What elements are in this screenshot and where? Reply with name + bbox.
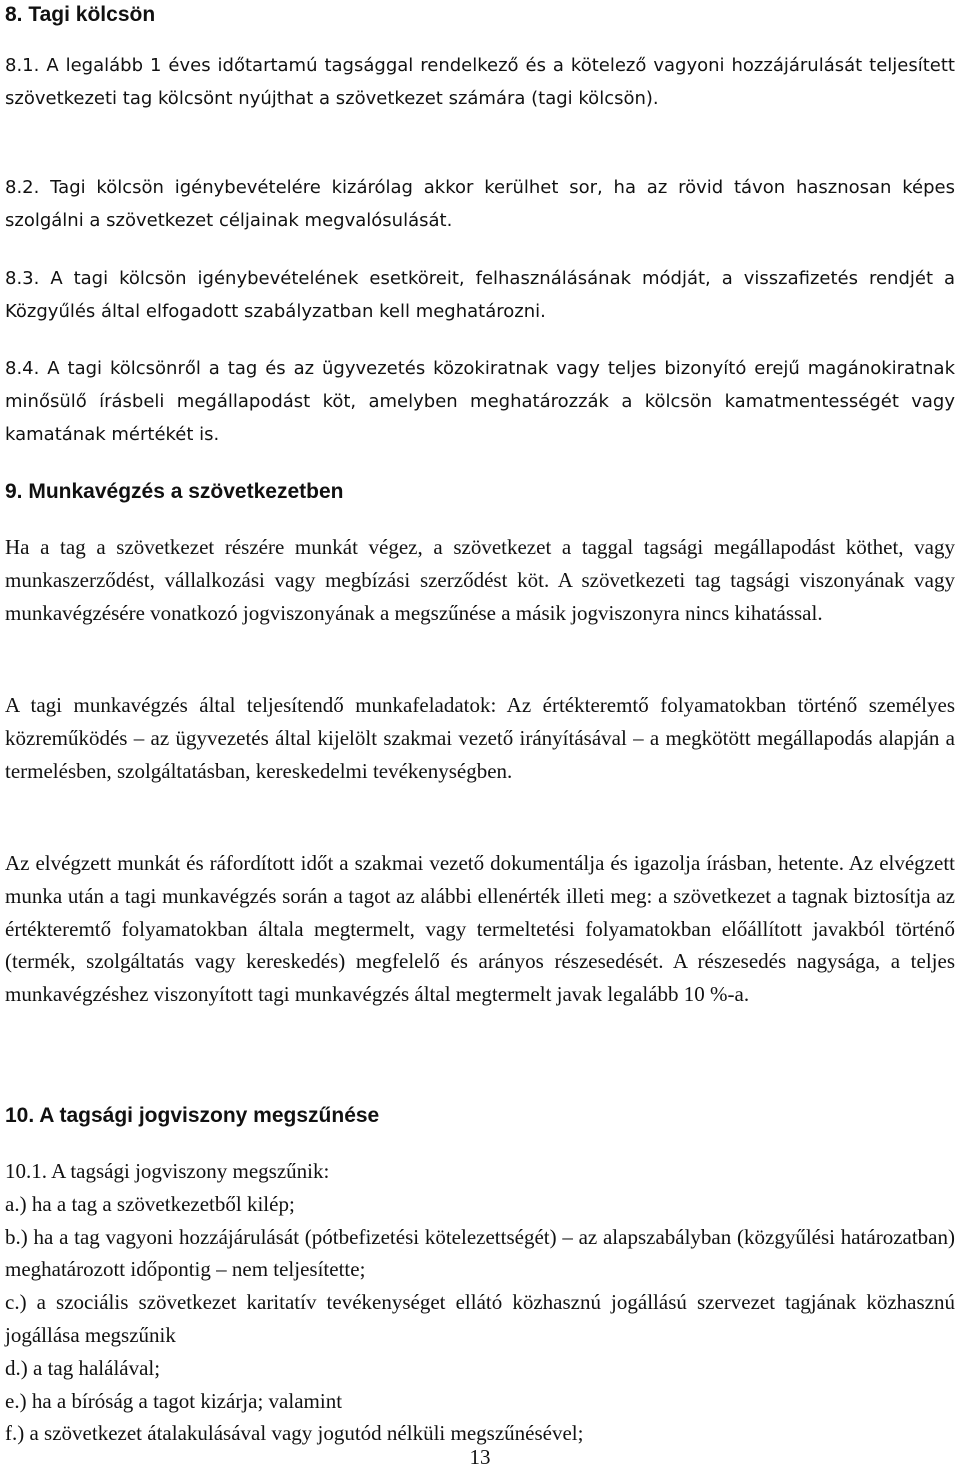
list-item-b: b.) ha a tag vagyoni hozzájárulását (pótbefizetési kötelezettségét) – az alapszabályban (közgyűlési határozatban) meghatározott időpontig – nem teljesítette;: [5, 1224, 955, 1282]
section-8-heading: 8. Tagi kölcsön: [5, 3, 156, 26]
list-item-e: e.) ha a bíróság a tagot kizárja; valamint: [5, 1388, 343, 1413]
paragraph-9-3: Az elvégzett munkát és ráfordított időt a szakmai vezető dokumentálja és igazolja írásban, hetente. Az elvégzett munka után a tagi munkavégzés során a tagot az alábbi ellenérték illeti meg: a szövetkezet a tagnak biztosítja az értékteremtő folyamatokban általa megtermelt, vagy termeltetési folyamatokban előállított javakból történő (termék, szolgáltatás vagy kereskedés) megfelelő és arányos részesedését. A részesedés nagysága, a teljes munkavégzéshez viszonyított tagi munkavégzés által megtermelt javak legalább 10 %-a.: [5, 851, 955, 1007]
paragraph-9-1: Ha a tag a szövetkezet részére munkát végez, a szövetkezet a taggal tagsági megállapodást köthet, vagy munkaszerződést, vállalkozási vagy megbízási szerződést köt. A szövetkezeti tag tagsági viszonyának vagy munkavégzésére vonatkozó jogviszonyának a megszűnése a másik jogviszonyra nincs kihatással.: [5, 535, 955, 625]
list-item-d: d.) a tag halálával;: [5, 1355, 161, 1380]
list-item-f: f.) a szövetkezet átalakulásával vagy jogutód nélküli megszűnésével;: [5, 1421, 584, 1446]
section-9-heading: 9. Munkavégzés a szövetkezetben: [5, 480, 344, 503]
list-intro: 10.1. A tagsági jogviszony megszűnik:: [5, 1159, 330, 1183]
paragraph-8-4: 8.4. A tagi kölcsönről a tag és az ügyvezetés közokiratnak vagy teljes bizonyító erejű magánokiratnak minősülő írásbeli megállapodást köt, amelyben meghatározzák a kölcsön kamatmentességét vagy kamatának mértékét is.: [5, 358, 955, 445]
paragraph-8-2: 8.2. Tagi kölcsön igénybevételére kizárólag akkor kerülhet sor, ha az rövid távon hasznosan képes szolgálni a szövetkezet céljainak megvalósulását.: [5, 177, 955, 231]
section-10-heading: 10. A tagsági jogviszony megszűnése: [5, 1104, 380, 1127]
paragraph-9-2: A tagi munkavégzés által teljesítendő munkafeladatok: Az értékteremtő folyamatokban történő személyes közreműködés – az ügyvezetés által kijelölt szakmai vezető irányításával – a megkötött megállapodás alapján a termelésben, szolgáltatásban, kereskedelmi tevékenységben.: [5, 693, 955, 783]
list-item-c: c.) a szociális szövetkezet karitatív tevékenységet ellátó közhasznú jogállású szervezet tagjának közhasznú jogállása megszűnik: [5, 1290, 955, 1347]
page-number: 13: [469, 1445, 491, 1469]
list-item-a: a.) ha a tag a szövetkezetből kilép;: [5, 1191, 295, 1216]
paragraph-8-3: 8.3. A tagi kölcsön igénybevételének esetköreit, felhasználásának módját, a visszafizetés rendjét a Közgyűlés által elfogadott szabályzatban kell meghatározni.: [5, 268, 955, 322]
paragraph-8-1: 8.1. A legalább 1 éves időtartamú tagsággal rendelkező és a kötelező vagyoni hozzájárulását teljesített szövetkezeti tag kölcsönt nyújthat a szövetkezet számára (tagi kölcsön).: [5, 55, 955, 109]
section-10-list: [5, 1155, 955, 1450]
